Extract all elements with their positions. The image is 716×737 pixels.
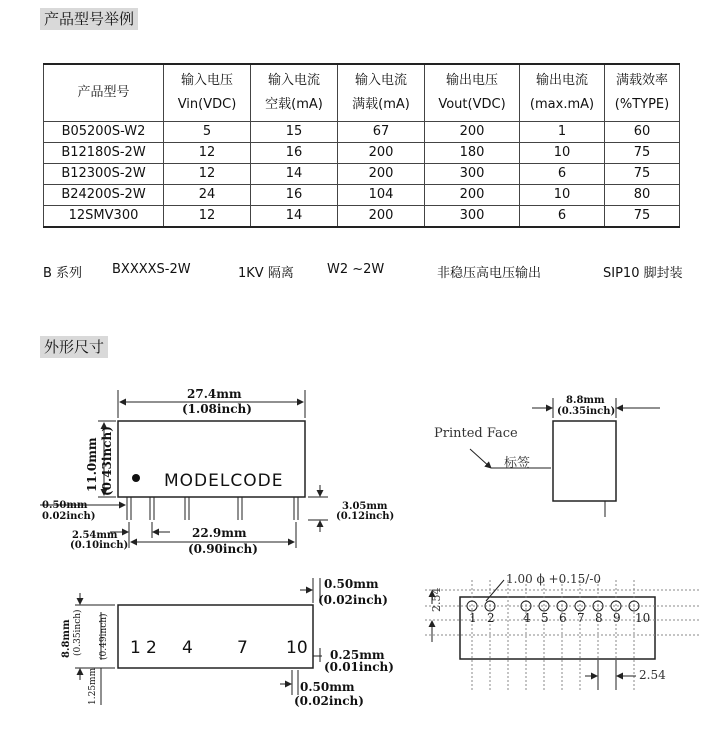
cell: 80 [605, 185, 680, 206]
d1-pinlen-in: (0.12inch) [336, 511, 395, 522]
header-vin: 输入电压 Vin(VDC) [164, 64, 251, 122]
d4-pin-num: 10 [635, 611, 651, 625]
header-iin-fullload: 输入电流 满载(mA) [338, 64, 425, 122]
d4-pin-num: 5 [541, 611, 549, 625]
label-tag-cn: 标签 [504, 456, 531, 471]
cell: 75 [605, 164, 680, 185]
desc-series: B 系列 [43, 266, 83, 281]
cell: 104 [338, 185, 425, 206]
cell: 10 [520, 143, 605, 164]
d3-pin-h: 1.25mm [88, 667, 98, 705]
cell: 200 [338, 164, 425, 185]
d3-pinw-in: (0.01inch) [324, 660, 394, 674]
d1-width-mm: 27.4mm [187, 387, 242, 401]
header-iout: 输出电流 (max.mA) [520, 64, 605, 122]
cell: 24 [164, 185, 251, 206]
d4-pin-num: 8 [595, 611, 603, 625]
d4-pitch-v: 2.54 [430, 587, 443, 612]
d4-hole-spec: 1.00 ϕ +0.15/-0 [506, 572, 602, 586]
d3-pin-num: 10 [286, 638, 308, 658]
cell: 300 [425, 206, 520, 228]
cell: 16 [251, 185, 338, 206]
header-vout: 输出电压 Vout(VDC) [425, 64, 520, 122]
bottom-view-drawing [75, 578, 322, 705]
cell-model: B12180S-2W [44, 143, 164, 164]
d1-span-in: (0.90inch) [188, 542, 258, 556]
cell: 5 [164, 122, 251, 143]
cell: 200 [338, 143, 425, 164]
cell: 60 [605, 122, 680, 143]
desc-output: 非稳压高电压输出 [437, 266, 542, 281]
cell: 180 [425, 143, 520, 164]
d4-pin-num: 6 [559, 611, 567, 625]
d4-pin-num: 7 [577, 611, 585, 625]
cell: 12 [164, 164, 251, 185]
d3-height-in: (0.35inch) [73, 609, 83, 656]
cell: 12 [164, 143, 251, 164]
d3-height-mm: 8.8mm [61, 619, 72, 658]
header-model: 产品型号 [44, 64, 164, 122]
d3-pinw-mm: 0.25mm [330, 648, 385, 662]
d3-pin-num: 1 [130, 638, 141, 658]
cell: 15 [251, 122, 338, 143]
cell: 14 [251, 164, 338, 185]
cell: 1 [520, 122, 605, 143]
d3-pind-mm: 0.50mm [300, 680, 355, 694]
d3-top-mm: 0.50mm [324, 577, 379, 591]
cell: 300 [425, 164, 520, 185]
d1-height-in: (0.43inch) [100, 426, 114, 496]
cell: 6 [520, 164, 605, 185]
section-title-dimensions: 外形尺寸 [40, 336, 108, 358]
d2-width-in: (0.35inch) [557, 406, 616, 417]
cell: 200 [338, 206, 425, 228]
cell: 200 [425, 185, 520, 206]
d1-width-in: (1.08inch) [182, 402, 252, 416]
cell: 12 [164, 206, 251, 228]
d3-top-in: (0.02inch) [318, 593, 388, 607]
module-bottom [118, 605, 313, 668]
d1-pinlen-mm: 3.05mm [342, 501, 388, 512]
desc-package: SIP10 脚封装 [603, 266, 683, 281]
d4-pin-num: 4 [523, 611, 531, 625]
model-code-label: MODELCODE [164, 471, 284, 491]
d3-pin-num: 4 [182, 638, 193, 658]
cell-model: B24200S-2W [44, 185, 164, 206]
d3-body-in: (0.49inch) [99, 613, 109, 660]
cell: 67 [338, 122, 425, 143]
d1-span-mm: 22.9mm [192, 526, 247, 540]
d4-pitch-h: 2.54 [639, 668, 666, 682]
desc-model: BXXXXS-2W [112, 262, 191, 277]
cell: 75 [605, 143, 680, 164]
section-title-models: 产品型号举例 [40, 8, 138, 30]
d4-pin-num: 2 [487, 611, 495, 625]
cell-model: 12SMV300 [44, 206, 164, 228]
cell: 200 [425, 122, 520, 143]
d3-pind-in: (0.02inch) [294, 694, 364, 708]
cell: 75 [605, 206, 680, 228]
header-iin-noload: 输入电流 空载(mA) [251, 64, 338, 122]
cell: 6 [520, 206, 605, 228]
desc-isolation: 1KV 隔离 [238, 266, 294, 281]
desc-power: W2 ~2W [327, 262, 385, 277]
d1-height-mm: 11.0mm [85, 437, 99, 492]
cell-model: B05200S-W2 [44, 122, 164, 143]
d3-pin-num: 2 [146, 638, 157, 658]
cell-model: B12300S-2W [44, 164, 164, 185]
cell: 16 [251, 143, 338, 164]
module-side [553, 421, 616, 501]
cell: 10 [520, 185, 605, 206]
printed-face-label: Printed Face [434, 426, 518, 441]
d4-pin-num: 1 [469, 611, 477, 625]
d2-width-mm: 8.8mm [566, 395, 605, 406]
d1-pinoff-mm: 0.50mm [42, 500, 88, 511]
pin1-dot [132, 474, 140, 482]
d3-pin-num: 7 [237, 638, 248, 658]
d1-pinoff-in: 0.02inch) [42, 511, 96, 522]
d1-pitch-in: (0.10inch) [70, 540, 129, 551]
d4-pin-num: 9 [613, 611, 621, 625]
cell: 14 [251, 206, 338, 228]
header-efficiency: 满载效率 (%TYPE) [605, 64, 680, 122]
d1-pitch-mm: 2.54mm [72, 530, 118, 541]
